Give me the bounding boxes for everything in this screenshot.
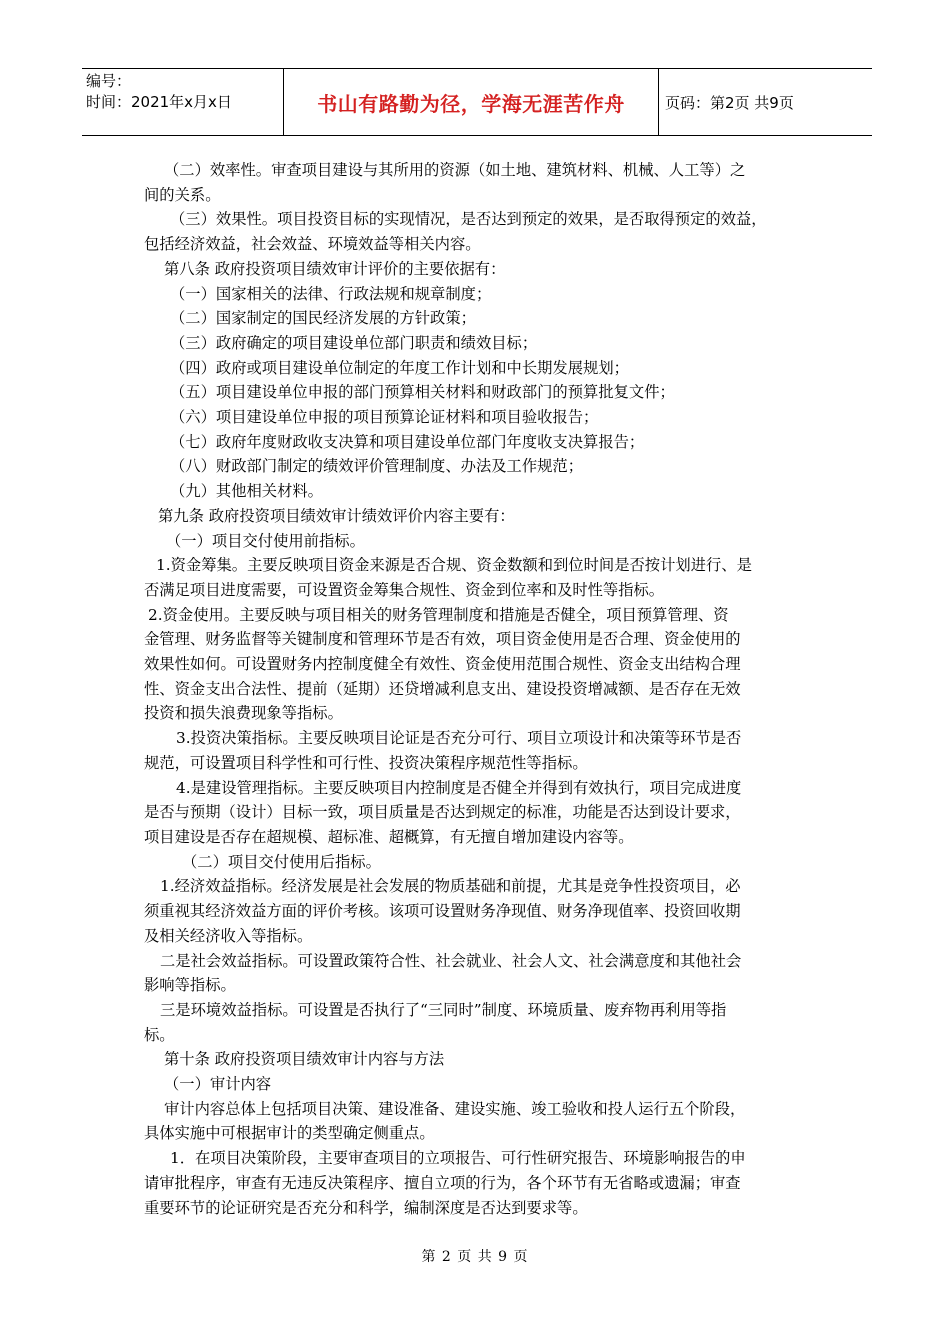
- paragraph-line: 二是社会效益指标。可设置政策符合性、社会就业、社会人文、社会满意度和其他社会: [160, 951, 742, 970]
- list-item: （五）项目建设单位申报的部门预算相关材料和财政部门的预算批复文件；: [170, 383, 675, 402]
- paragraph-line: 包括经济效益，社会效益、环境效益等相关内容。: [144, 235, 481, 254]
- section-heading: （一）审计内容: [164, 1075, 272, 1094]
- paragraph-line: 审计内容总体上包括项目决策、建设准备、建设实施、竣工验收和投人运行五个阶段，: [164, 1099, 746, 1118]
- page-number-label: 页码：第2页 共9页: [665, 93, 794, 112]
- section-heading: （一）项目交付使用前指标。: [166, 531, 365, 550]
- paragraph-line: 1.经济效益指标。经济发展是社会发展的物质基础和前提，尤其是竞争性投资项目，必: [160, 877, 741, 896]
- paragraph-line: （三）效果性。项目投资目标的实现情况，是否达到预定的效果，是否取得预定的效益，: [170, 210, 767, 229]
- paragraph-line: 三是环境效益指标。可设置是否执行了“三同时”制度、环境质量、废弃物再利用等指: [160, 1000, 727, 1019]
- list-item: （三）政府确定的项目建设单位部门职责和绩效目标；: [170, 333, 538, 352]
- paragraph-line: 否满足项目进度需要，可设置资金筹集合规性、资金到位率和及时性等指标。: [144, 580, 665, 599]
- list-item: （二）国家制定的国民经济发展的方针政策；: [170, 309, 476, 328]
- paragraph-line: 影响等指标。: [144, 976, 236, 995]
- paragraph-line: 3.投资决策指标。主要反映项目论证是否充分可行、项目立项设计和决策等环节是否: [176, 729, 742, 748]
- section-heading: （二）项目交付使用后指标。: [182, 852, 381, 871]
- paragraph-line: 1.资金筹集。主要反映项目资金来源是否合规、资金数额和到位时间是否按计划进行、是: [156, 556, 752, 575]
- paragraph-line: 是否与预期（设计）目标一致，项目质量是否达到规定的标准，功能是否达到设计要求，: [144, 803, 741, 822]
- paragraph-line: 重要环节的论证研究是否充分和科学，编制深度是否达到要求等。: [144, 1198, 588, 1217]
- list-item: （九）其他相关材料。: [170, 482, 323, 501]
- paragraph-line: 金管理、财务监督等关键制度和管理环节是否有效，项目资金使用是否合理、资金使用的: [144, 630, 741, 649]
- header-motto: [283, 69, 659, 135]
- list-item: （一）国家相关的法律、行政法规和规章制度；: [170, 284, 492, 303]
- paragraph-line: 4.是建设管理指标。主要反映项目内控制度是否健全并得到有效执行，项目完成进度: [176, 778, 742, 797]
- paragraph-line: 性、资金支出合法性、提前（延期）还贷增减利息支出、建设投资增减额、是否存在无效: [144, 679, 741, 698]
- document-body: [144, 158, 814, 1220]
- list-item: （八）财政部门制定的绩效评价管理制度、办法及工作规范；: [170, 457, 584, 476]
- list-item: （六）项目建设单位申报的项目预算论证材料和项目验收报告；: [170, 408, 599, 427]
- paragraph-line: 1．在项目决策阶段，主要审查项目的立项报告、可行性研究报告、环境影响报告的申: [170, 1149, 746, 1168]
- paragraph-line: 具体实施中可根据审计的类型确定侧重点。: [144, 1124, 435, 1143]
- list-item: （四）政府或项目建设单位制定的年度工作计划和中长期发展规划；: [170, 358, 629, 377]
- paragraph-line: 请审批程序，审查有无违反决策程序、擅自立项的行为，各个环节有无省略或遗漏；审查: [144, 1173, 741, 1192]
- article-heading: 第九条 政府投资项目绩效审计绩效评价内容主要有：: [158, 506, 515, 525]
- article-heading: 第八条 政府投资项目绩效审计评价的主要依据有：: [164, 259, 506, 278]
- paragraph-line: 标。: [144, 1025, 175, 1044]
- header-meta: [82, 69, 283, 135]
- paragraph-line: 投资和损失浪费现象等指标。: [144, 704, 343, 723]
- document-date-label: 时间：2021年x月x日: [86, 93, 232, 111]
- paragraph-line: 项目建设是否存在超规模、超标准、超概算，有无擅自增加建设内容等。: [144, 827, 634, 846]
- paragraph-line: 2.资金使用。主要反映与项目相关的财务管理制度和措施是否健全，项目预算管理、资: [148, 605, 729, 624]
- motto-text: 书山有路勤为径，学海无涯苦作舟: [317, 91, 625, 116]
- paragraph-line: 规范，可设置项目科学性和可行性、投资决策程序规范性等指标。: [144, 753, 588, 772]
- article-heading: 第十条 政府投资项目绩效审计内容与方法: [164, 1050, 445, 1069]
- paragraph-line: 须重视其经济效益方面的评价考核。该项可设置财务净现值、财务净现值率、投资回收期: [144, 902, 741, 921]
- document-number-label: 编号：: [86, 72, 132, 90]
- header-page-info: [659, 69, 872, 135]
- list-item: （七）政府年度财政收支决算和项目建设单位部门年度收支决算报告；: [170, 432, 645, 451]
- page-footer: 第 2 页 共 9 页: [421, 1249, 529, 1265]
- paragraph-line: 效果性如何。可设置财务内控制度健全有效性、资金使用范围合规性、资金支出结构合理: [144, 655, 741, 674]
- paragraph-line: （二）效率性。审查项目建设与其所用的资源（如土地、建筑材料、机械、人工等）之: [164, 161, 746, 179]
- paragraph-line: 及相关经济收入等指标。: [144, 926, 313, 945]
- paragraph-line: 间的关系。: [144, 185, 221, 204]
- page-header: [82, 68, 872, 136]
